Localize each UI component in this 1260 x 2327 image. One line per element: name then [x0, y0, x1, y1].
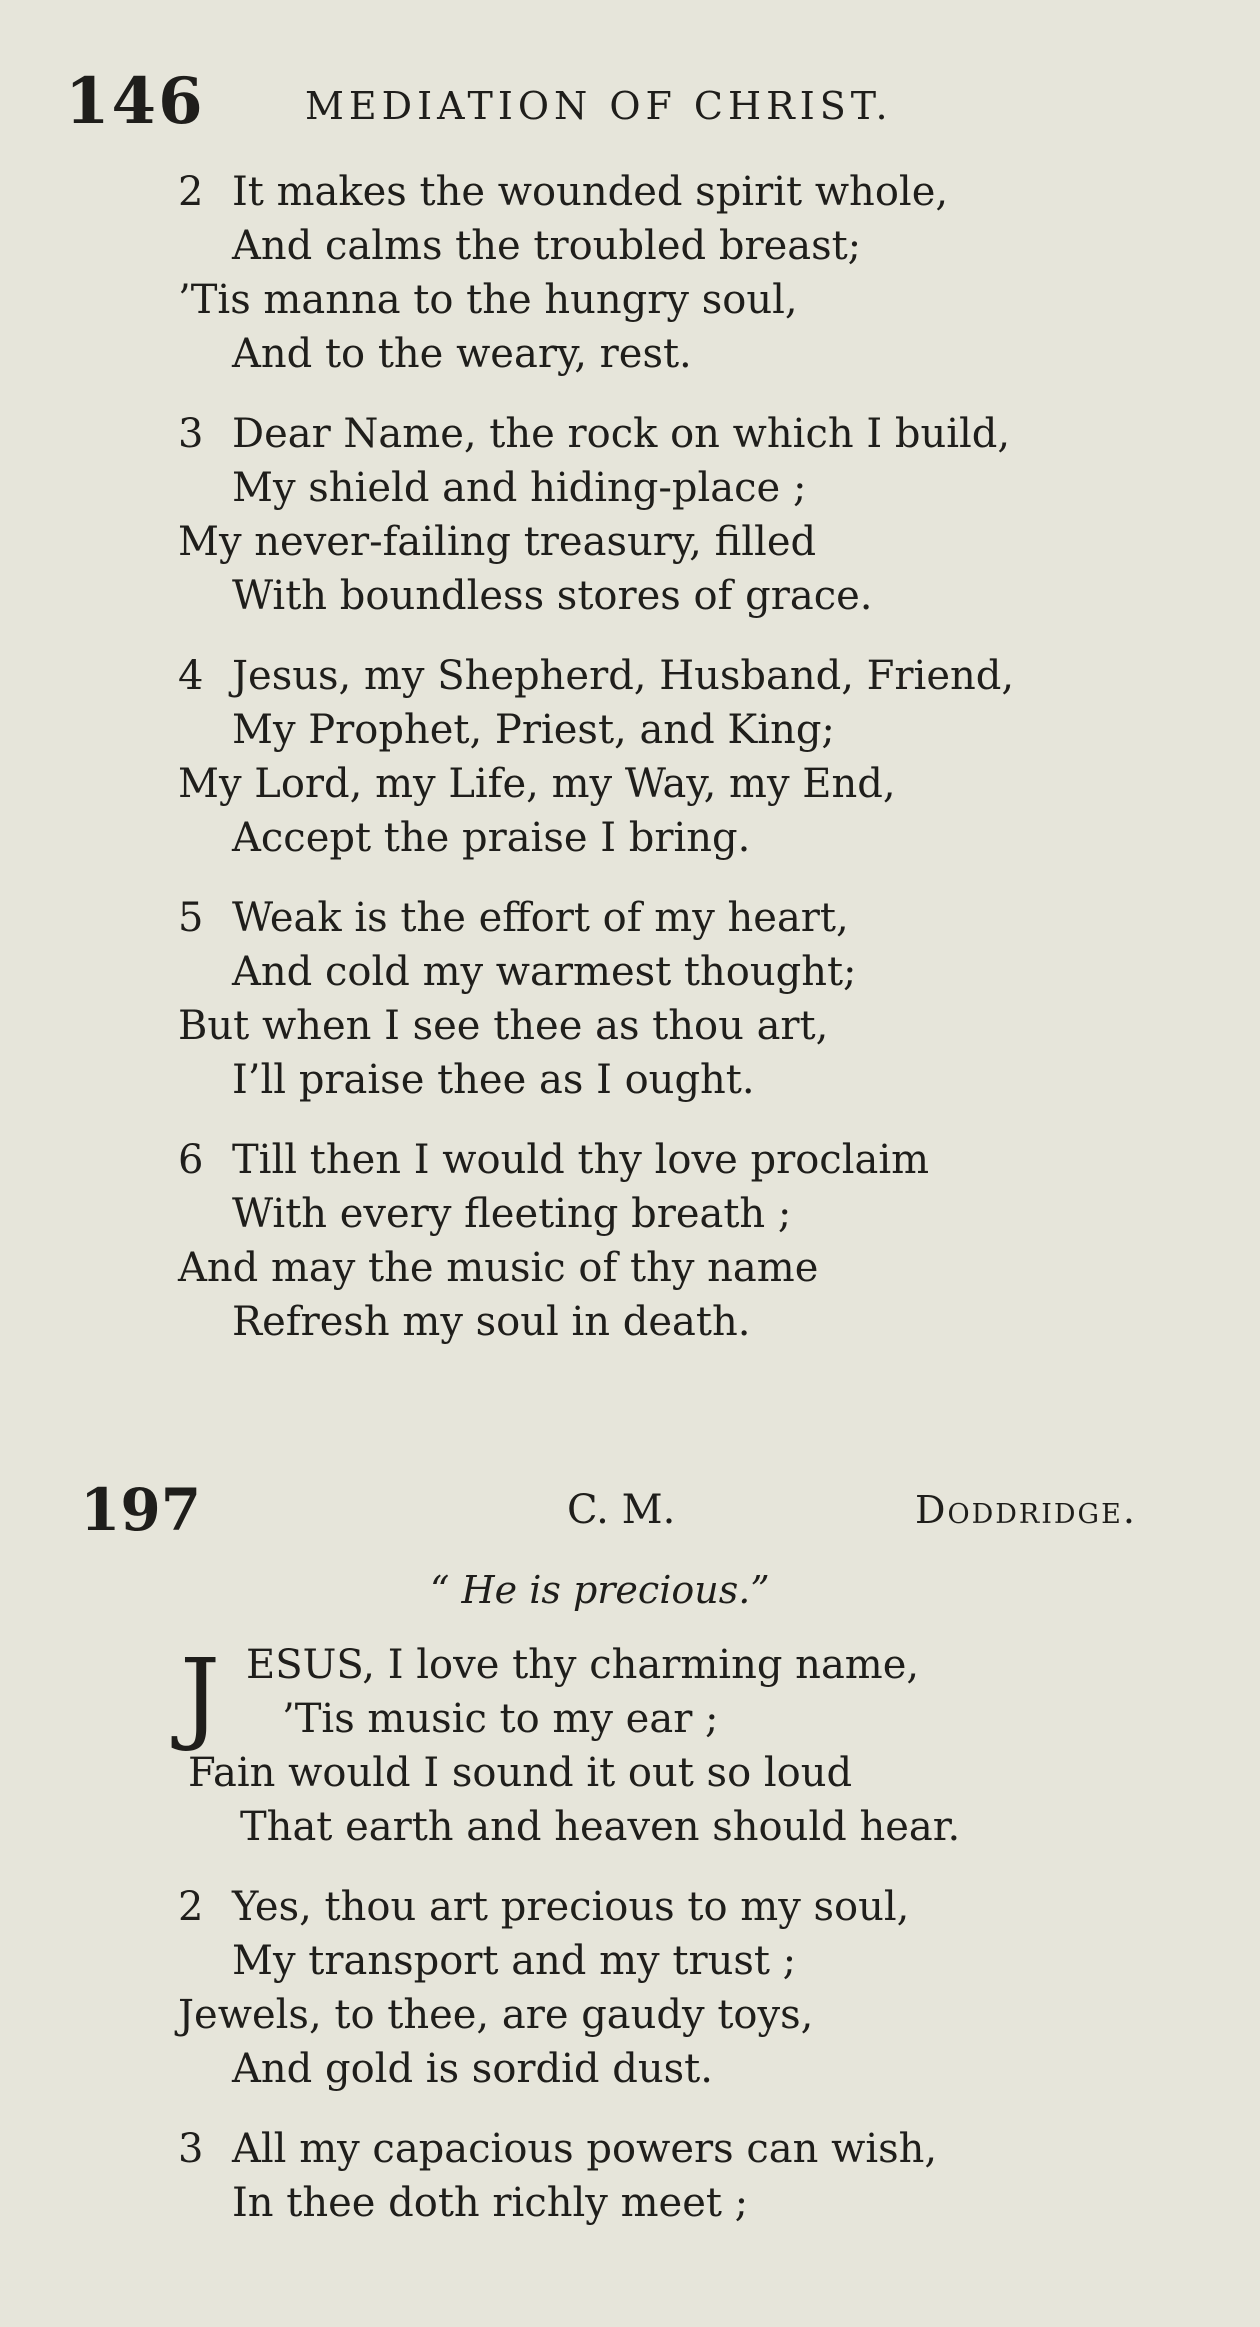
verse-line: My transport and my trust ; — [232, 1938, 797, 1984]
hymn-196-continuation — [0, 165, 1260, 1375]
verse-line: Refresh my soul in death. — [232, 1299, 751, 1345]
running-head — [65, 62, 1215, 142]
stanza-number: 3 — [178, 411, 204, 457]
verse-line: My Prophet, Priest, and King; — [232, 707, 835, 753]
stanza-3 — [0, 407, 1260, 623]
stanza-6 — [0, 1133, 1260, 1349]
verse-line: Fain would I sound it out so loud — [188, 1750, 853, 1796]
verse-line: 4 Jesus, my Shepherd, Husband, Friend, — [0, 649, 1260, 703]
stanza-number: 2 — [178, 1884, 204, 1930]
stanza-3 — [0, 2122, 1260, 2230]
running-title: MEDIATION OF CHRIST. — [305, 84, 893, 128]
stanza-number: 2 — [178, 169, 204, 215]
hymn-meter: C. M. — [567, 1487, 676, 1533]
stanza-number: 5 — [178, 895, 204, 941]
verse-line: And gold is sordid dust. — [232, 2046, 713, 2092]
stanza-5 — [0, 891, 1260, 1107]
verse-line: 6 Till then I would thy love proclaim — [0, 1133, 1260, 1187]
verse-line: ’Tis manna to the hungry soul, — [178, 277, 798, 323]
verse-line: And to the weary, rest. — [232, 331, 692, 377]
hymn-197 — [0, 1470, 1260, 2256]
verse-line: With every fleeting breath ; — [232, 1191, 792, 1237]
stanza-1 — [0, 1638, 1260, 1854]
verse-line: And may the music of thy name — [178, 1245, 819, 1291]
verse-line: And calms the troubled breast; — [232, 223, 862, 269]
verse-line: ESUS, I love thy charming name, — [246, 1642, 920, 1688]
hymn-author: Doddridge. — [915, 1488, 1137, 1532]
stanza-4 — [0, 649, 1260, 865]
verse-line: And cold my warmest thought; — [232, 949, 857, 995]
page-number: 146 — [65, 64, 205, 139]
verse-line: 5 Weak is the effort of my heart, — [0, 891, 1260, 945]
verse-line: 2 It makes the wounded spirit whole, — [0, 165, 1260, 219]
hymn-header — [0, 1470, 1260, 1550]
verse-line: Jewels, to thee, are gaudy toys, — [178, 1992, 814, 2038]
verse-line: But when I see thee as thou art, — [178, 1003, 829, 1049]
hymn-epigraph: “ He is precious.” — [430, 1568, 770, 1612]
verse-line: I’ll praise thee as I ought. — [232, 1057, 755, 1103]
stanza-2 — [0, 165, 1260, 381]
verse-line: My shield and hiding-place ; — [232, 465, 807, 511]
verse-line: 2 Yes, thou art precious to my soul, — [0, 1880, 1260, 1934]
verse-line: My Lord, my Life, my Way, my End, — [178, 761, 896, 807]
verse-line: Accept the praise I bring. — [232, 815, 751, 861]
verse-line: 3 Dear Name, the rock on which I build, — [0, 407, 1260, 461]
hymn-number: 197 — [80, 1476, 202, 1544]
drop-cap: J — [180, 1637, 221, 1754]
stanza-number: 3 — [178, 2126, 204, 2172]
stanza-number: 4 — [178, 653, 204, 699]
verse-line: That earth and heaven should hear. — [240, 1804, 961, 1850]
verse-line: In thee doth richly meet ; — [232, 2180, 749, 2226]
verse-line: My never-failing treasury, filled — [178, 519, 817, 565]
verse-line: With boundless stores of grace. — [232, 573, 873, 619]
verse-line: 3 All my capacious powers can wish, — [0, 2122, 1260, 2176]
stanza-2 — [0, 1880, 1260, 2096]
stanza-number: 6 — [178, 1137, 204, 1183]
verse-line: ’Tis music to my ear ; — [282, 1696, 719, 1742]
